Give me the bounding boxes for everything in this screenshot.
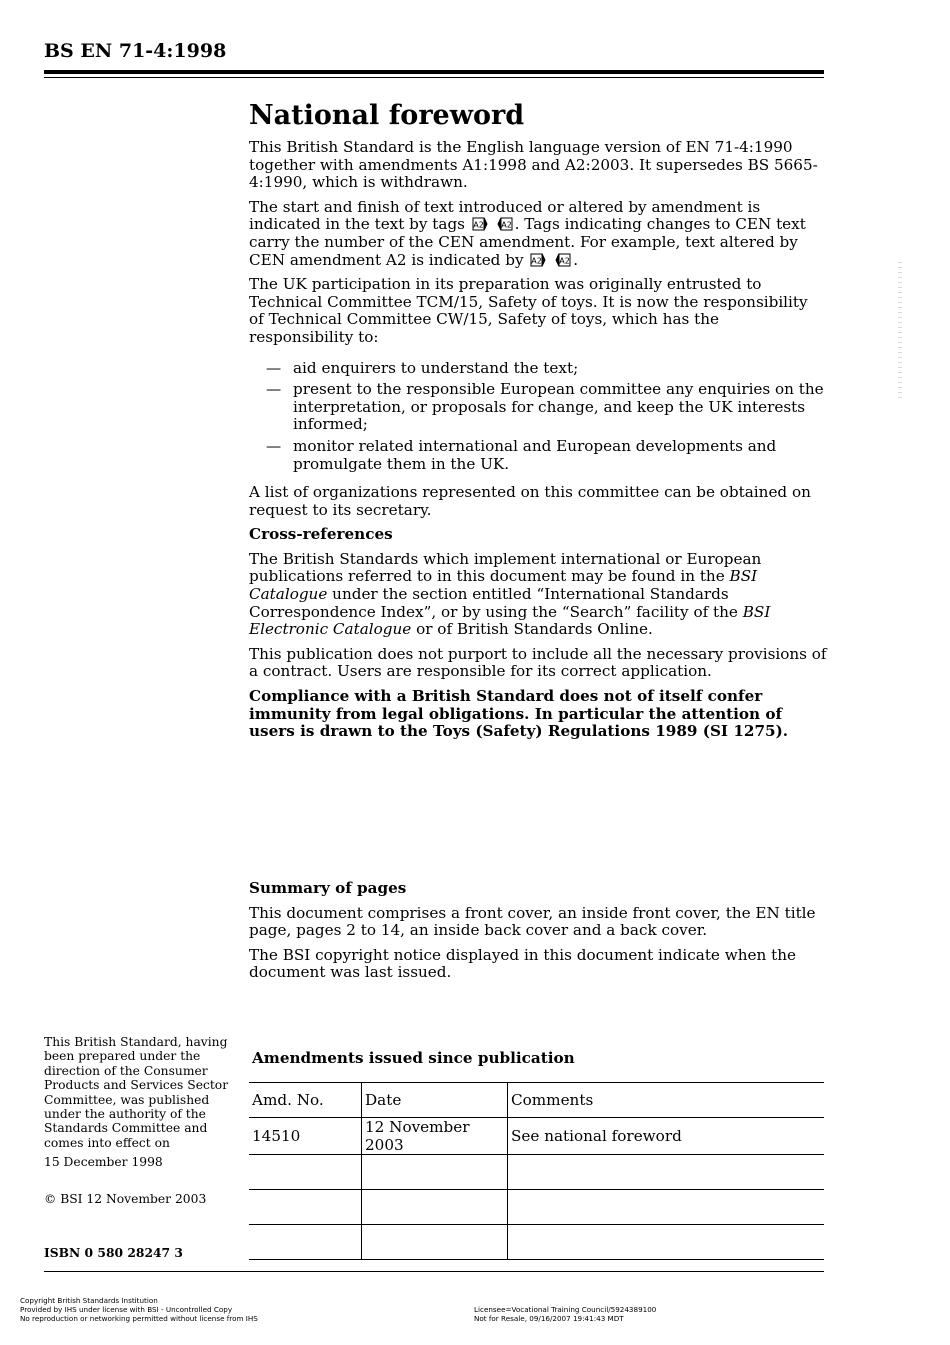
publication-statement: This British Standard, having been prepared under the direction of the Consumer Products and Services Sector Committee, was published under the authority of the Standards Committee and comes into effect on bbox=[44, 1035, 229, 1150]
amendment-tags-paragraph: The start and finish of text introduced or altered by amendment is indicated in the text by tags A2 A2 . Tags indicating changes to CEN text carry the number of the CEN amendment. For example, text altered by CEN amendment A2 is indicated by A2 A2 . bbox=[249, 197, 806, 269]
table-cell bbox=[362, 1190, 508, 1225]
list-item: — present to the responsible European committee any enquiries on the interpretation, or proposals for change, and keep the UK interests informed; bbox=[266, 380, 824, 434]
cross-references-heading: Cross-references bbox=[249, 525, 393, 544]
column-header: Comments bbox=[508, 1083, 825, 1118]
table-row bbox=[249, 1118, 824, 1155]
header-rule-thin bbox=[44, 77, 824, 78]
amendment-end-tag-icon bbox=[497, 217, 513, 231]
tag-label: A2 bbox=[531, 256, 543, 266]
table-row bbox=[249, 1155, 824, 1190]
summary-of-pages bbox=[249, 880, 827, 989]
copyright-line: © BSI 12 November 2003 bbox=[44, 1191, 207, 1206]
copyright-footer: Copyright British Standards Institution Provided by IHS under license with BSI - Uncontrolled Copy No reproduction or networking permitted without license from IHS bbox=[20, 1296, 258, 1324]
intro-paragraph: This British Standard is the English language version of EN 71-4:1990 together with amendments A1:1998 and A2:2003. It supersedes BS 5665-4:1990, which is withdrawn. bbox=[249, 138, 818, 192]
dash-marker: — bbox=[266, 380, 282, 399]
table-row bbox=[249, 1190, 824, 1225]
table-row bbox=[249, 1225, 824, 1260]
table-cell bbox=[249, 1155, 362, 1190]
dash-marker: — bbox=[266, 358, 282, 377]
committee-paragraph: The UK participation in its preparation was originally entrusted to Technical Committee TCM/15, Safety of toys. It is now the responsibility of Technical Committee CW/15, Safety of toys, which has the responsibility to: bbox=[249, 275, 808, 346]
bsi-electronic-catalogue-title: BSI Electronic Catalogue bbox=[249, 602, 771, 639]
list-item: — aid enquirers to understand the text; bbox=[266, 358, 579, 377]
table-cell bbox=[508, 1190, 825, 1225]
column-header: Amd. No. bbox=[249, 1083, 362, 1118]
bsi-catalogue-title: BSI Catalogue bbox=[249, 567, 758, 604]
provisions-paragraph: This publication does not purport to include all the necessary provisions of a contract. Users are responsible for its correct application. bbox=[249, 644, 827, 681]
organizations-paragraph: A list of organizations represented on this committee can be obtained on request to its secretary. bbox=[249, 483, 811, 519]
amendments-table bbox=[249, 1082, 824, 1260]
table-cell bbox=[362, 1155, 508, 1190]
national-foreword bbox=[249, 100, 827, 748]
isbn: ISBN 0 580 28247 3 bbox=[44, 1245, 183, 1260]
publication-sidebar bbox=[44, 1035, 234, 1211]
margin-watermark bbox=[898, 262, 902, 398]
column-header: Date bbox=[362, 1083, 508, 1118]
copyright-notice-paragraph: The BSI copyright notice displayed in this document indicate when the document was last issued. bbox=[249, 945, 796, 982]
table-cell: See national foreword bbox=[508, 1118, 825, 1155]
compliance-paragraph: Compliance with a British Standard does not of itself confer immunity from legal obligations. In particular the attention of users is drawn to the Toys (Safety) Regulations 1989 (SI 1275). bbox=[249, 687, 789, 741]
table-cell bbox=[249, 1225, 362, 1260]
amendments-title: Amendments issued since publication bbox=[252, 1049, 575, 1067]
amendment-end-tag-icon bbox=[555, 253, 571, 267]
cross-references-paragraph: The British Standards which implement international or European publications referred to in this document may be found in the BSI Catalogue under the section entitled “International Standards Correspondence Index”, or by using the “Search” facility of the BSI Electronic Catalogue or of British Standards Online. bbox=[249, 549, 771, 639]
dash-marker: — bbox=[266, 436, 282, 455]
table-cell bbox=[508, 1225, 825, 1260]
summary-heading: Summary of pages bbox=[249, 879, 407, 897]
page-title: National foreword bbox=[249, 100, 525, 131]
amendment-start-tag-icon bbox=[472, 217, 488, 231]
tag-label: A2 bbox=[500, 220, 512, 230]
table-cell bbox=[249, 1190, 362, 1225]
tag-label: A2 bbox=[473, 220, 484, 230]
summary-paragraph: This document comprises a front cover, an inside front cover, the EN title page, pages 2 to 14, an inside back cover and a back cover. bbox=[249, 903, 816, 940]
effective-date: 15 December 1998 bbox=[44, 1155, 163, 1170]
licensee-footer: Licensee=Vocational Training Council/5924389100 Not for Resale, 09/16/2007 19:41:43 MDT bbox=[474, 1305, 657, 1324]
table-header-row bbox=[249, 1083, 824, 1118]
footer-rule bbox=[44, 1271, 824, 1272]
table-cell bbox=[362, 1225, 508, 1260]
responsibility-list bbox=[249, 360, 827, 474]
document-id: BS EN 71-4:1998 bbox=[44, 40, 227, 62]
tag-label: A2 bbox=[559, 256, 570, 266]
amendment-start-tag-icon bbox=[530, 253, 546, 267]
list-item: — monitor related international and European developments and promulgate them in the UK. bbox=[266, 436, 777, 473]
table-cell: 12 November 2003 bbox=[362, 1118, 508, 1155]
table-cell bbox=[508, 1155, 825, 1190]
header-rule-thick bbox=[44, 70, 824, 74]
table-cell: 14510 bbox=[249, 1118, 362, 1155]
